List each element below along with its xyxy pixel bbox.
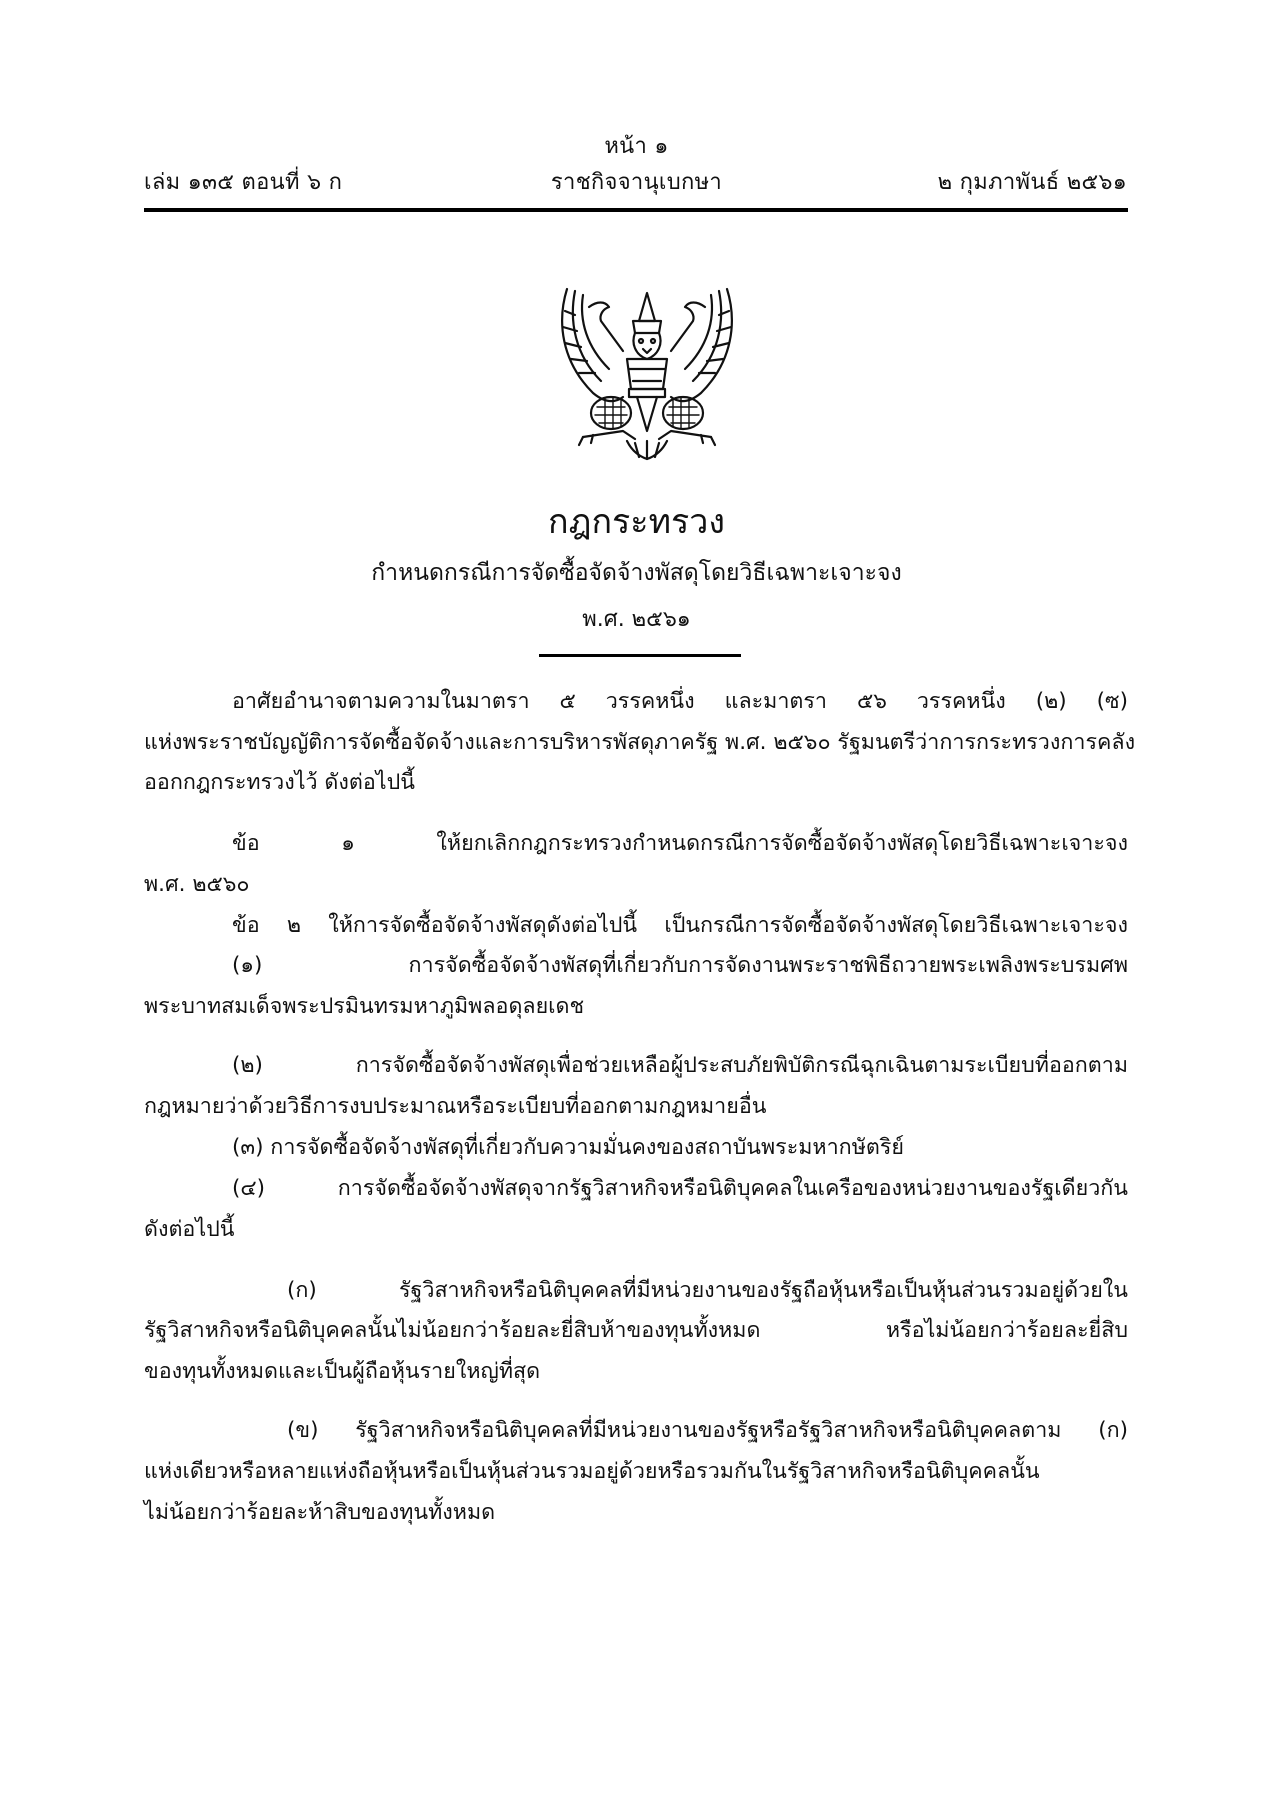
item-4a-line-2: รัฐวิสาหกิจหรือนิติบุคคลนั้นไม่น้อยกว่าร้อยละยี่สิบห้าของทุนทั้งหมด หรือไม่น้อยกว่าร้อยละยี่สิบ [144, 1318, 1128, 1343]
clause-1-line-2: พ.ศ. ๒๕๖๐ [144, 872, 250, 897]
item-4b-line-3: ไม่น้อยกว่าร้อยละห้าสิบของทุนทั้งหมด [144, 1500, 496, 1525]
item-4-line-2: ดังต่อไปนี้ [144, 1217, 235, 1242]
preamble-line-2: แห่งพระราชบัญญัติการจัดซื้อจัดจ้างและการบริหารพัสดุภาครัฐ พ.ศ. ๒๕๖๐ รัฐมนตรีว่าการกระทรวงการคลัง [144, 730, 1136, 755]
item-4-line-1: (๔) การจัดซื้อจัดจ้างพัสดุจากรัฐวิสาหกิจหรือนิติบุคคลในเครือของหน่วยงานของรัฐเดียวกัน [232, 1176, 1128, 1201]
item-2-line-1: (๒) การจัดซื้อจัดจ้างพัสดุเพื่อช่วยเหลือผู้ประสบภัยพิบัติกรณีฉุกเฉินตามระเบียบที่ออกตาม [232, 1053, 1128, 1078]
page-number: หน้า ๑ [604, 134, 669, 159]
item-4a-line-3: ของทุนทั้งหมดและเป็นผู้ถือหุ้นรายใหญ่ที่สุด [144, 1359, 541, 1384]
document-subtitle: กำหนดกรณีการจัดซื้อจัดจ้างพัสดุโดยวิธีเฉพาะเจาะจง [371, 560, 902, 586]
publication-date: ๒ กุมภาพันธ์ ๒๕๖๑ [937, 170, 1127, 195]
item-4a-line-1: (ก) รัฐวิสาหกิจหรือนิติบุคคลที่มีหน่วยงานของรัฐถือหุ้นหรือเป็นหุ้นส่วนรวมอยู่ด้วยใน [287, 1278, 1128, 1303]
clause-1-line-1: ข้อ ๑ ให้ยกเลิกกฎกระทรวงกำหนดกรณีการจัดซื้อจัดจ้างพัสดุโดยวิธีเฉพาะเจาะจง [232, 831, 1128, 856]
item-1-line-1: (๑) การจัดซื้อจัดจ้างพัสดุที่เกี่ยวกับการจัดงานพระราชพิธีถวายพระเพลิงพระบรมศพ [232, 953, 1128, 978]
item-1-line-2: พระบาทสมเด็จพระปรมินทรมหาภูมิพลอดุลยเดช [144, 994, 585, 1019]
document-year: พ.ศ. ๒๕๖๑ [582, 607, 691, 632]
item-3-line-1: (๓) การจัดซื้อจัดจ้างพัสดุที่เกี่ยวกับความมั่นคงของสถาบันพระมหากษัตริย์ [232, 1135, 904, 1160]
clause-2-line-1: ข้อ ๒ ให้การจัดซื้อจัดจ้างพัสดุดังต่อไปนี้ เป็นกรณีการจัดซื้อจัดจ้างพัสดุโดยวิธีเฉพาะเจาะจง [232, 913, 1128, 938]
preamble-line-1: อาศัยอำนาจตามความในมาตรา ๕ วรรคหนึ่ง และมาตรา ๕๖ วรรคหนึ่ง (๒) (ซ) [232, 689, 1128, 714]
title-divider [539, 654, 741, 657]
garuda-emblem-icon [553, 281, 741, 461]
item-2-line-2: กฎหมายว่าด้วยวิธีการงบประมาณหรือระเบียบที่ออกตามกฎหมายอื่น [144, 1094, 767, 1119]
item-4b-line-1: (ข) รัฐวิสาหกิจหรือนิติบุคคลที่มีหน่วยงานของรัฐหรือรัฐวิสาหกิจหรือนิติบุคคลตาม (ก) [287, 1418, 1128, 1443]
header-rule [144, 208, 1128, 212]
volume-issue: เล่ม ๑๓๕ ตอนที่ ๖ ก [144, 170, 343, 195]
gazette-name: ราชกิจจานุเบกษา [550, 170, 723, 195]
preamble-line-3: ออกกฎกระทรวงไว้ ดังต่อไปนี้ [144, 770, 415, 795]
item-4b-line-2: แห่งเดียวหรือหลายแห่งถือหุ้นหรือเป็นหุ้นส่วนรวมอยู่ด้วยหรือรวมกันในรัฐวิสาหกิจหรือนิติบุคคลนั้น [144, 1459, 1040, 1484]
document-title: กฎกระทรวง [548, 502, 725, 542]
